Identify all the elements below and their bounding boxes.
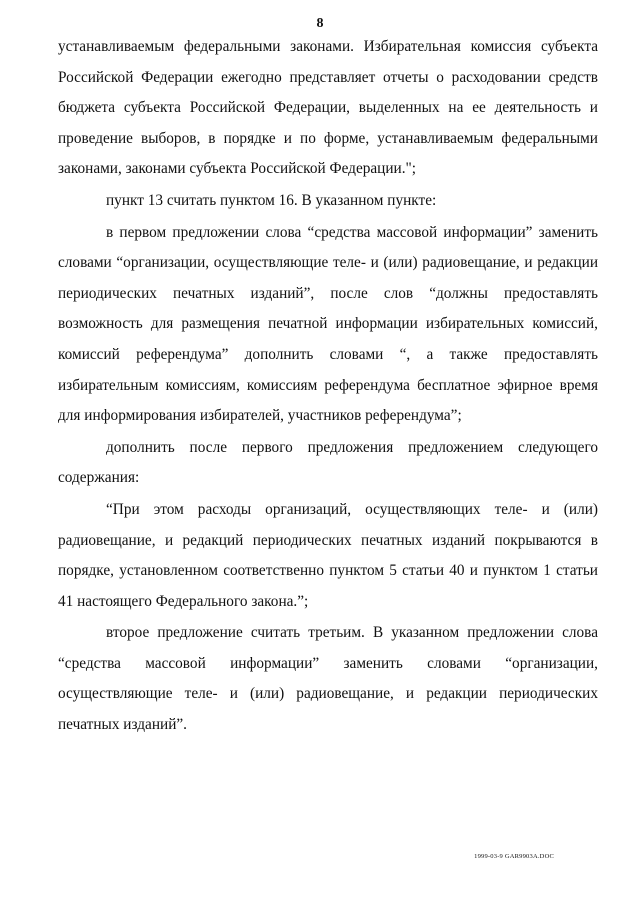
paragraph-quoted-sentence: “При этом расходы организаций, осуществляющих теле- и (или) радиовещание, и редакций периодических печатных изданий покрываются в порядке, установленном соответственно пунктом 5 статьи 40 и пунктом 1 статьи 41 настоящего Федерального закона.”; xyxy=(58,500,598,610)
paragraph-item-13: пункт 13 считать пунктом 16. В указанном пункте: xyxy=(106,191,437,209)
document-body xyxy=(58,32,598,741)
page-number: 8 xyxy=(316,16,324,31)
footer-file-code: 1999-03-9 GAR9903A.DOC xyxy=(474,853,554,860)
paragraph-second-sentence-amendment: второе предложение считать третьим. В указанном предложении слова “средства массовой информации” заменить словами “организации, осуществляющие теле- и (или) радиовещание, и редакции периодических печатных изданий”. xyxy=(58,624,598,734)
paragraph-first-sentence-amendment: в первом предложении слова “средства массовой информации” заменить словами “организации, осуществляющие теле- и (или) радиовещание, и редакции периодических печатных изданий”, после слов “должны предоставлять возможность для размещения печатной информации избирательных комиссий, комиссий референдума” дополнить словами “, а также предоставлять избирательным комиссиям, комиссиям референдума бесплатное эфирное время для информирования избирателей, участников референдума”; xyxy=(58,223,598,425)
paragraph-continuation: устанавливаемым федеральными законами. Избирательная комиссия субъекта Российской Федерации ежегодно представляет отчеты о расходовании средств бюджета субъекта Российской Федерации, выделенных на ее деятельность и проведение выборов, в порядке и по форме, устанавливаемым федеральными законами, законами субъекта Российской Федерации."; xyxy=(58,38,598,178)
paragraph-add-sentence: дополнить после первого предложения предложением следующего содержания: xyxy=(58,438,598,487)
